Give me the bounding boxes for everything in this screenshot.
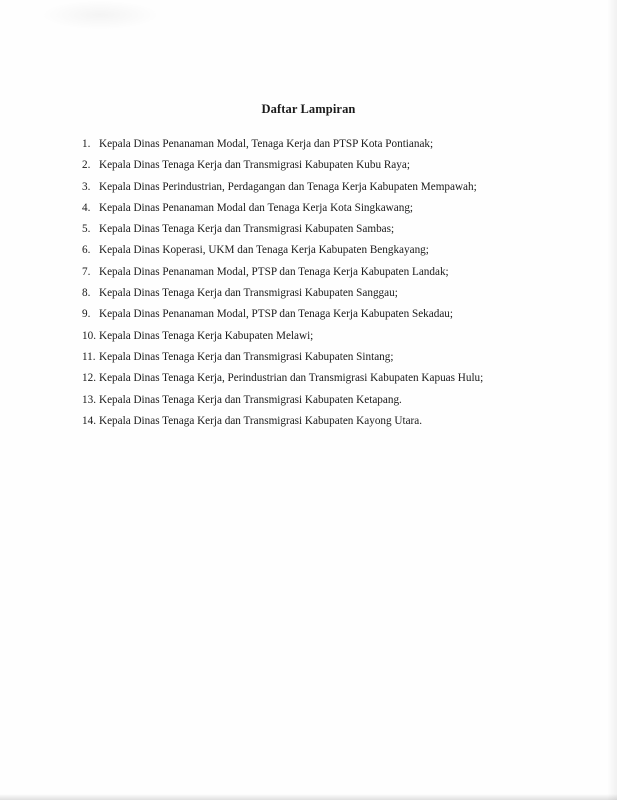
item-text: Kepala Dinas Tenaga Kerja dan Transmigrasi Kabupaten Sintang; bbox=[99, 350, 394, 363]
item-number: 9. bbox=[82, 308, 91, 321]
item-number: 4. bbox=[82, 201, 91, 214]
attachment-list bbox=[82, 134, 582, 432]
item-text: Kepala Dinas Tenaga Kerja, Perindustrian dan Transmigrasi Kabupaten Kapuas Hulu; bbox=[99, 372, 484, 385]
item-number: 5. bbox=[82, 223, 91, 236]
scan-edge-bottom bbox=[0, 794, 617, 800]
list-item bbox=[82, 347, 582, 368]
item-text: Kepala Dinas Penanaman Modal, Tenaga Kerja dan PTSP Kota Pontianak; bbox=[99, 138, 434, 150]
item-text: Kepala Dinas Koperasi, UKM dan Tenaga Kerja Kabupaten Bengkayang; bbox=[99, 244, 429, 257]
item-number: 7. bbox=[82, 265, 91, 278]
list-item bbox=[82, 390, 582, 411]
item-text: Kepala Dinas Tenaga Kerja Kabupaten Melawi; bbox=[99, 329, 314, 342]
item-text: Kepala Dinas Penanaman Modal, PTSP dan Tenaga Kerja Kabupaten Landak; bbox=[99, 265, 449, 278]
item-number: 2. bbox=[82, 159, 91, 172]
item-text: Kepala Dinas Tenaga Kerja dan Transmigrasi Kabupaten Kubu Raya; bbox=[99, 159, 410, 172]
list-item bbox=[82, 283, 582, 304]
item-text: Kepala Dinas Tenaga Kerja dan Transmigrasi Kabupaten Ketapang. bbox=[99, 393, 402, 406]
item-number: 11. bbox=[82, 350, 96, 363]
list-item bbox=[82, 219, 582, 240]
list-item bbox=[82, 134, 582, 155]
item-number: 13. bbox=[82, 393, 96, 406]
item-number: 1. bbox=[82, 138, 91, 150]
item-number: 12. bbox=[82, 372, 96, 385]
item-text: Kepala Dinas Perindustrian, Perdagangan dan Tenaga Kerja Kabupaten Mempawah; bbox=[99, 180, 477, 193]
item-text: Kepala Dinas Penanaman Modal dan Tenaga Kerja Kota Singkawang; bbox=[99, 201, 414, 214]
item-number: 10. bbox=[82, 329, 96, 342]
item-number: 8. bbox=[82, 287, 91, 300]
scan-edge bbox=[607, 0, 617, 800]
list-item bbox=[82, 326, 582, 347]
page-title: Daftar Lampiran bbox=[261, 102, 356, 116]
list-item bbox=[82, 155, 582, 176]
item-number: 3. bbox=[82, 180, 91, 193]
scan-artifact bbox=[40, 0, 160, 30]
list-item bbox=[82, 368, 582, 389]
list-item bbox=[82, 240, 582, 261]
list-item bbox=[82, 411, 582, 432]
list-item bbox=[82, 304, 582, 325]
item-number: 14. bbox=[82, 414, 96, 427]
list-item bbox=[82, 198, 582, 219]
list-item bbox=[82, 262, 582, 283]
item-number: 6. bbox=[82, 244, 91, 257]
list-item bbox=[82, 177, 582, 198]
item-text: Kepala Dinas Tenaga Kerja dan Transmigrasi Kabupaten Sambas; bbox=[99, 223, 395, 236]
item-text: Kepala Dinas Tenaga Kerja dan Transmigrasi Kabupaten Sanggau; bbox=[99, 287, 398, 300]
item-text: Kepala Dinas Penanaman Modal, PTSP dan Tenaga Kerja Kabupaten Sekadau; bbox=[99, 308, 454, 321]
item-text: Kepala Dinas Tenaga Kerja dan Transmigrasi Kabupaten Kayong Utara. bbox=[99, 414, 423, 427]
